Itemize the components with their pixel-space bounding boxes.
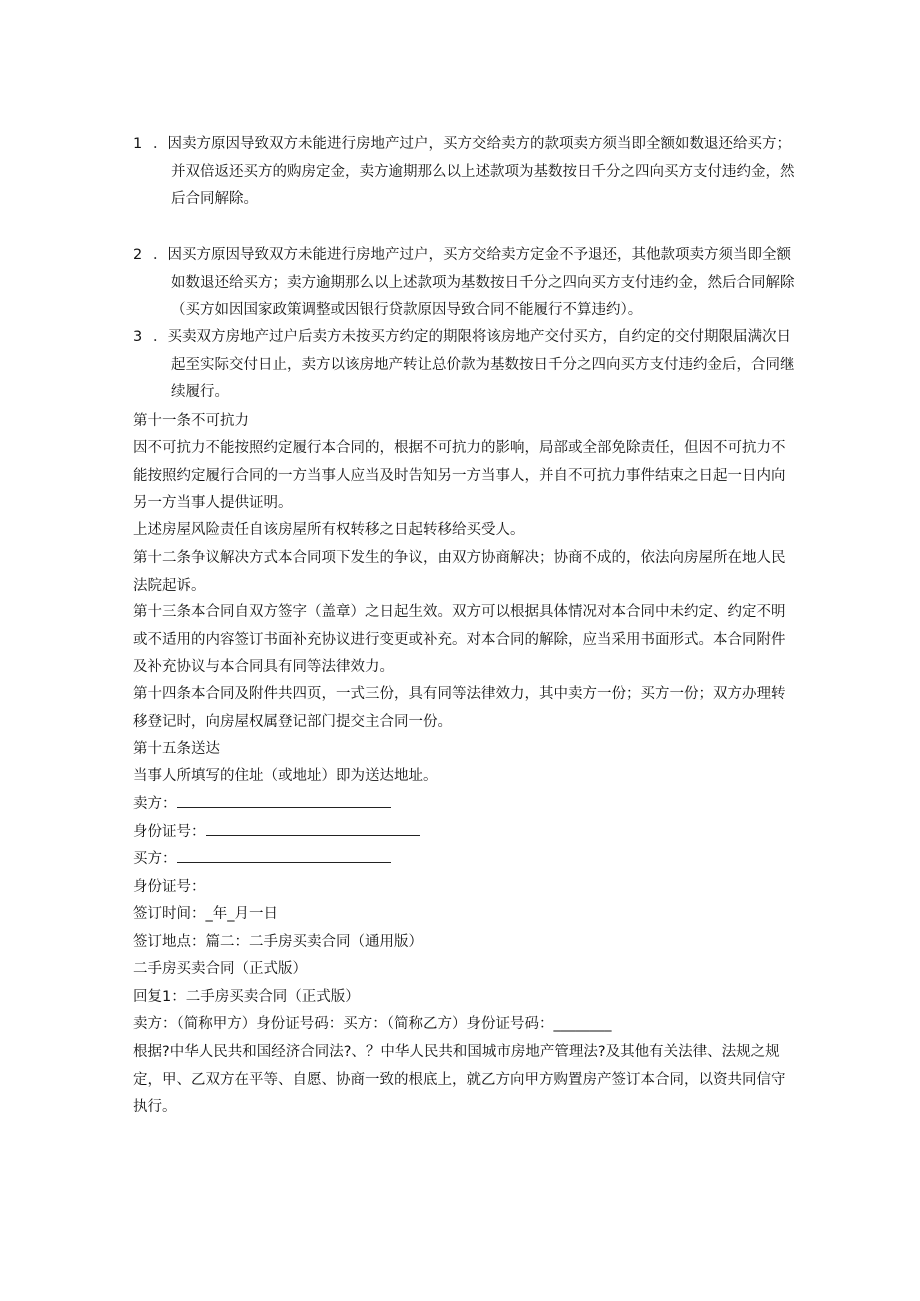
sign-place: 签订地点：篇二：二手房买卖合同（通用版） (133, 934, 423, 950)
list-text: ．买卖双方房地产过户后卖方未按买方约定的期限将该房地产交付买方，自约定的交付期限届满次日起至实际交付日止，卖方以该房地产转让总价款为基数按日千分之四向买方支付违约金后，合同继续履行。 (153, 329, 795, 400)
basis-paragraph: 根据?中华人民共和国经济合同法?、？中华人民共和国城市房地产管理法?及其他有关法律、法规之规定，甲、乙双方在平等、自愿、协商一致的根底上，就乙方向甲方购置房产签订本合同，以资共同信守执行。 (133, 1044, 786, 1115)
parties-line: 卖方：（简称甲方）身份证号码：买方：（简称乙方）身份证号码：________ (133, 1016, 612, 1032)
seller-id-blank[interactable] (206, 820, 420, 836)
seller-id-label: 身份证号： (133, 824, 206, 840)
list-text: ．因买方原因导致双方未能进行房地产过户，买方交给卖方定金不予退还，其他款项卖方须当即全额如数退还给买方；卖方逾期那么以上述款项为基数按日千分之四向买方支付违约金，然后合同解除（买方如因国家政策调整或因银行贷款原因导致合同不能履行不算违约）。 (153, 247, 795, 318)
article-13: 第十三条本合同自双方签字（盖章）之日起生效。双方可以根据具体情况对本合同中未约定、约定不明或不适用的内容签订书面补充协议进行变更或补充。对本合同的解除，应当采用书面形式。本合同附件及补充协议与本合同具有同等法律效力。 (133, 604, 786, 675)
buyer-field (133, 846, 391, 874)
buyer-blank[interactable] (177, 847, 391, 863)
article-15-body: 当事人所填写的住址（或地址）即为送达地址。 (133, 768, 438, 784)
buyer-id-label: 身份证号： (133, 879, 206, 895)
list-item (133, 324, 798, 407)
list-number: 3 (133, 329, 143, 345)
article-11-body: 因不可抗力不能按照约定履行本合同的，根据不可抗力的影响，局部或全部免除责任，但因不可抗力不能按照约定履行合同的一方当事人应当及时告知另一方当事人，并自不可抗力事件结束之日起一日内向另一方当事人提供证明。 (133, 440, 786, 511)
sign-time: 签订时间：_年_月一日 (133, 906, 278, 922)
list-item (133, 242, 798, 325)
article-12: 第十二条争议解决方式本合同项下发生的争议，由双方协商解决；协商不成的，依法向房屋所在地人民法院起诉。 (133, 550, 786, 594)
reply-line: 回复1：二手房买卖合同（正式版） (133, 989, 360, 1005)
list-item (133, 131, 798, 214)
list-text: ．因卖方原因导致双方未能进行房地产过户，买方交给卖方的款项卖方须当即全额如数退还给买方；并双倍返还买方的购房定金，卖方逾期那么以上述款项为基数按日千分之四向买方支付违约金，然后合同解除。 (153, 136, 795, 207)
second-contract-title: 二手房买卖合同（正式版） (133, 961, 307, 977)
seller-field (133, 791, 391, 819)
risk-transfer-text: 上述房屋风险责任自该房屋所有权转移之日起转移给买受人。 (133, 522, 525, 538)
article-15-title: 第十五条送达 (133, 741, 220, 757)
article-14: 第十四条本合同及附件共四页，一式三份，具有同等法律效力，其中卖方一份；买方一份；双方办理转移登记时，向房屋权属登记部门提交主合同一份。 (133, 686, 786, 730)
buyer-id-field (133, 874, 206, 902)
list-number: 1 (133, 136, 143, 152)
buyer-label: 买方： (133, 851, 177, 867)
seller-id-field (133, 819, 420, 847)
seller-blank[interactable] (177, 792, 391, 808)
list-number: 2 (133, 247, 143, 263)
seller-label: 卖方： (133, 796, 177, 812)
article-11-title: 第十一条不可抗力 (133, 413, 249, 429)
